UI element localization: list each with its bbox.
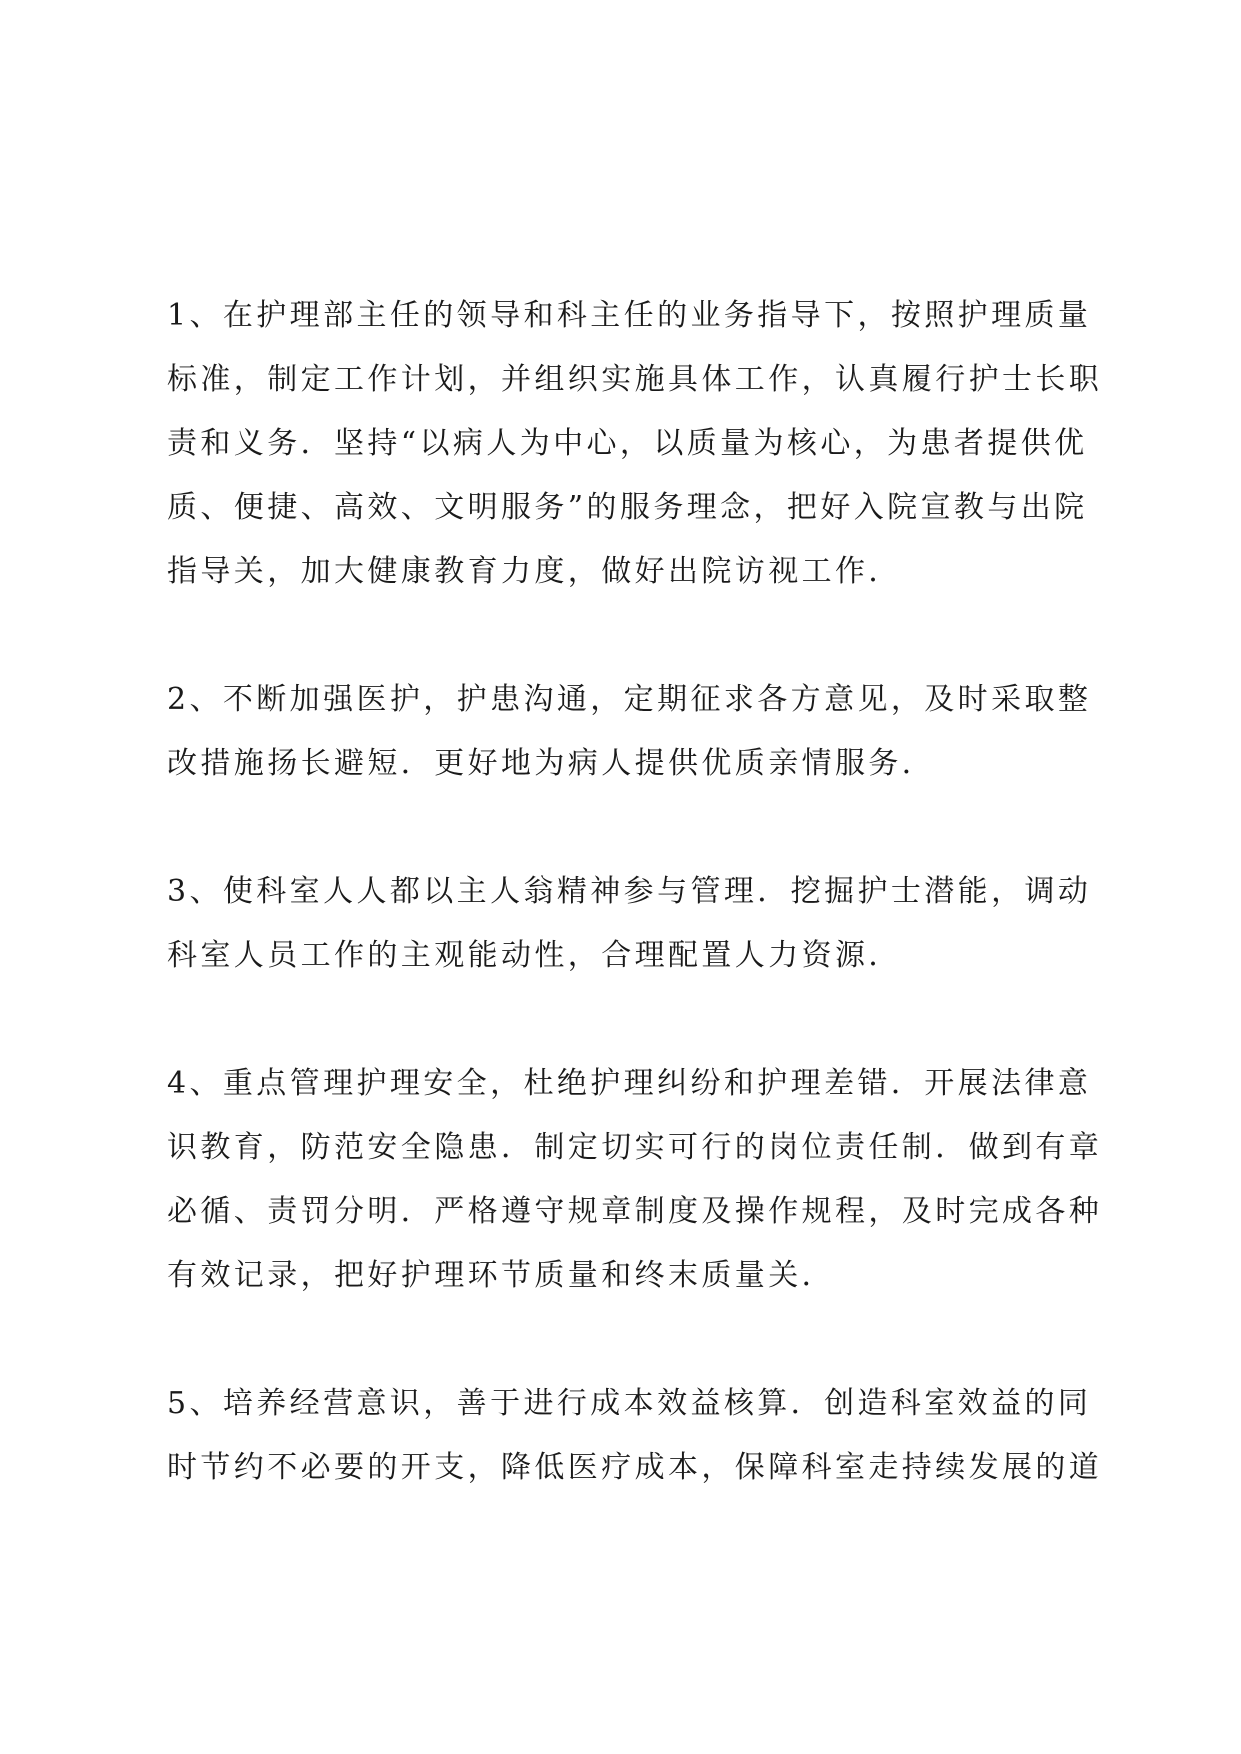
text-line: 时节约不必要的开支，降低医疗成本，保障科室走持续发展的道 [167, 1450, 1103, 1485]
text-line: 标准，制定工作计划，并组织实施具体工作，认真履行护士长职 [167, 362, 1103, 397]
text-line: 1、在护理部主任的领导和科主任的业务指导下，按照护理质量 [167, 298, 1092, 333]
text-line: 有效记录，把好护理环节质量和终末质量关． [167, 1258, 835, 1293]
document-body [167, 284, 1107, 1564]
paragraph-2 [167, 668, 1107, 796]
text-line: 必循、责罚分明．严格遵守规章制度及操作规程，及时完成各种 [167, 1194, 1103, 1229]
text-line: 5、培养经营意识，善于进行成本效益核算．创造科室效益的同 [167, 1386, 1092, 1421]
text-line: 2、不断加强医护，护患沟通，定期征求各方意见，及时采取整 [167, 682, 1092, 717]
text-line: 科室人员工作的主观能动性，合理配置人力资源． [167, 938, 902, 973]
text-line: 3、使科室人人都以主人翁精神参与管理．挖掘护士潜能，调动 [167, 874, 1092, 909]
paragraph-3 [167, 860, 1107, 988]
text-line: 责和义务．坚持“以病人为中心，以质量为核心，为患者提供优 [167, 426, 1088, 461]
paragraph-1 [167, 284, 1107, 604]
paragraph-4 [167, 1052, 1107, 1308]
text-line: 改措施扬长避短．更好地为病人提供优质亲情服务． [167, 746, 936, 781]
text-line: 识教育，防范安全隐患．制定切实可行的岗位责任制．做到有章 [167, 1130, 1103, 1165]
text-line: 指导关，加大健康教育力度，做好出院访视工作． [167, 554, 902, 589]
text-line: 质、便捷、高效、文明服务”的服务理念，把好入院宣教与出院 [167, 490, 1088, 525]
paragraph-5 [167, 1372, 1107, 1500]
text-line: 4、重点管理护理安全，杜绝护理纠纷和护理差错．开展法律意 [167, 1066, 1092, 1101]
